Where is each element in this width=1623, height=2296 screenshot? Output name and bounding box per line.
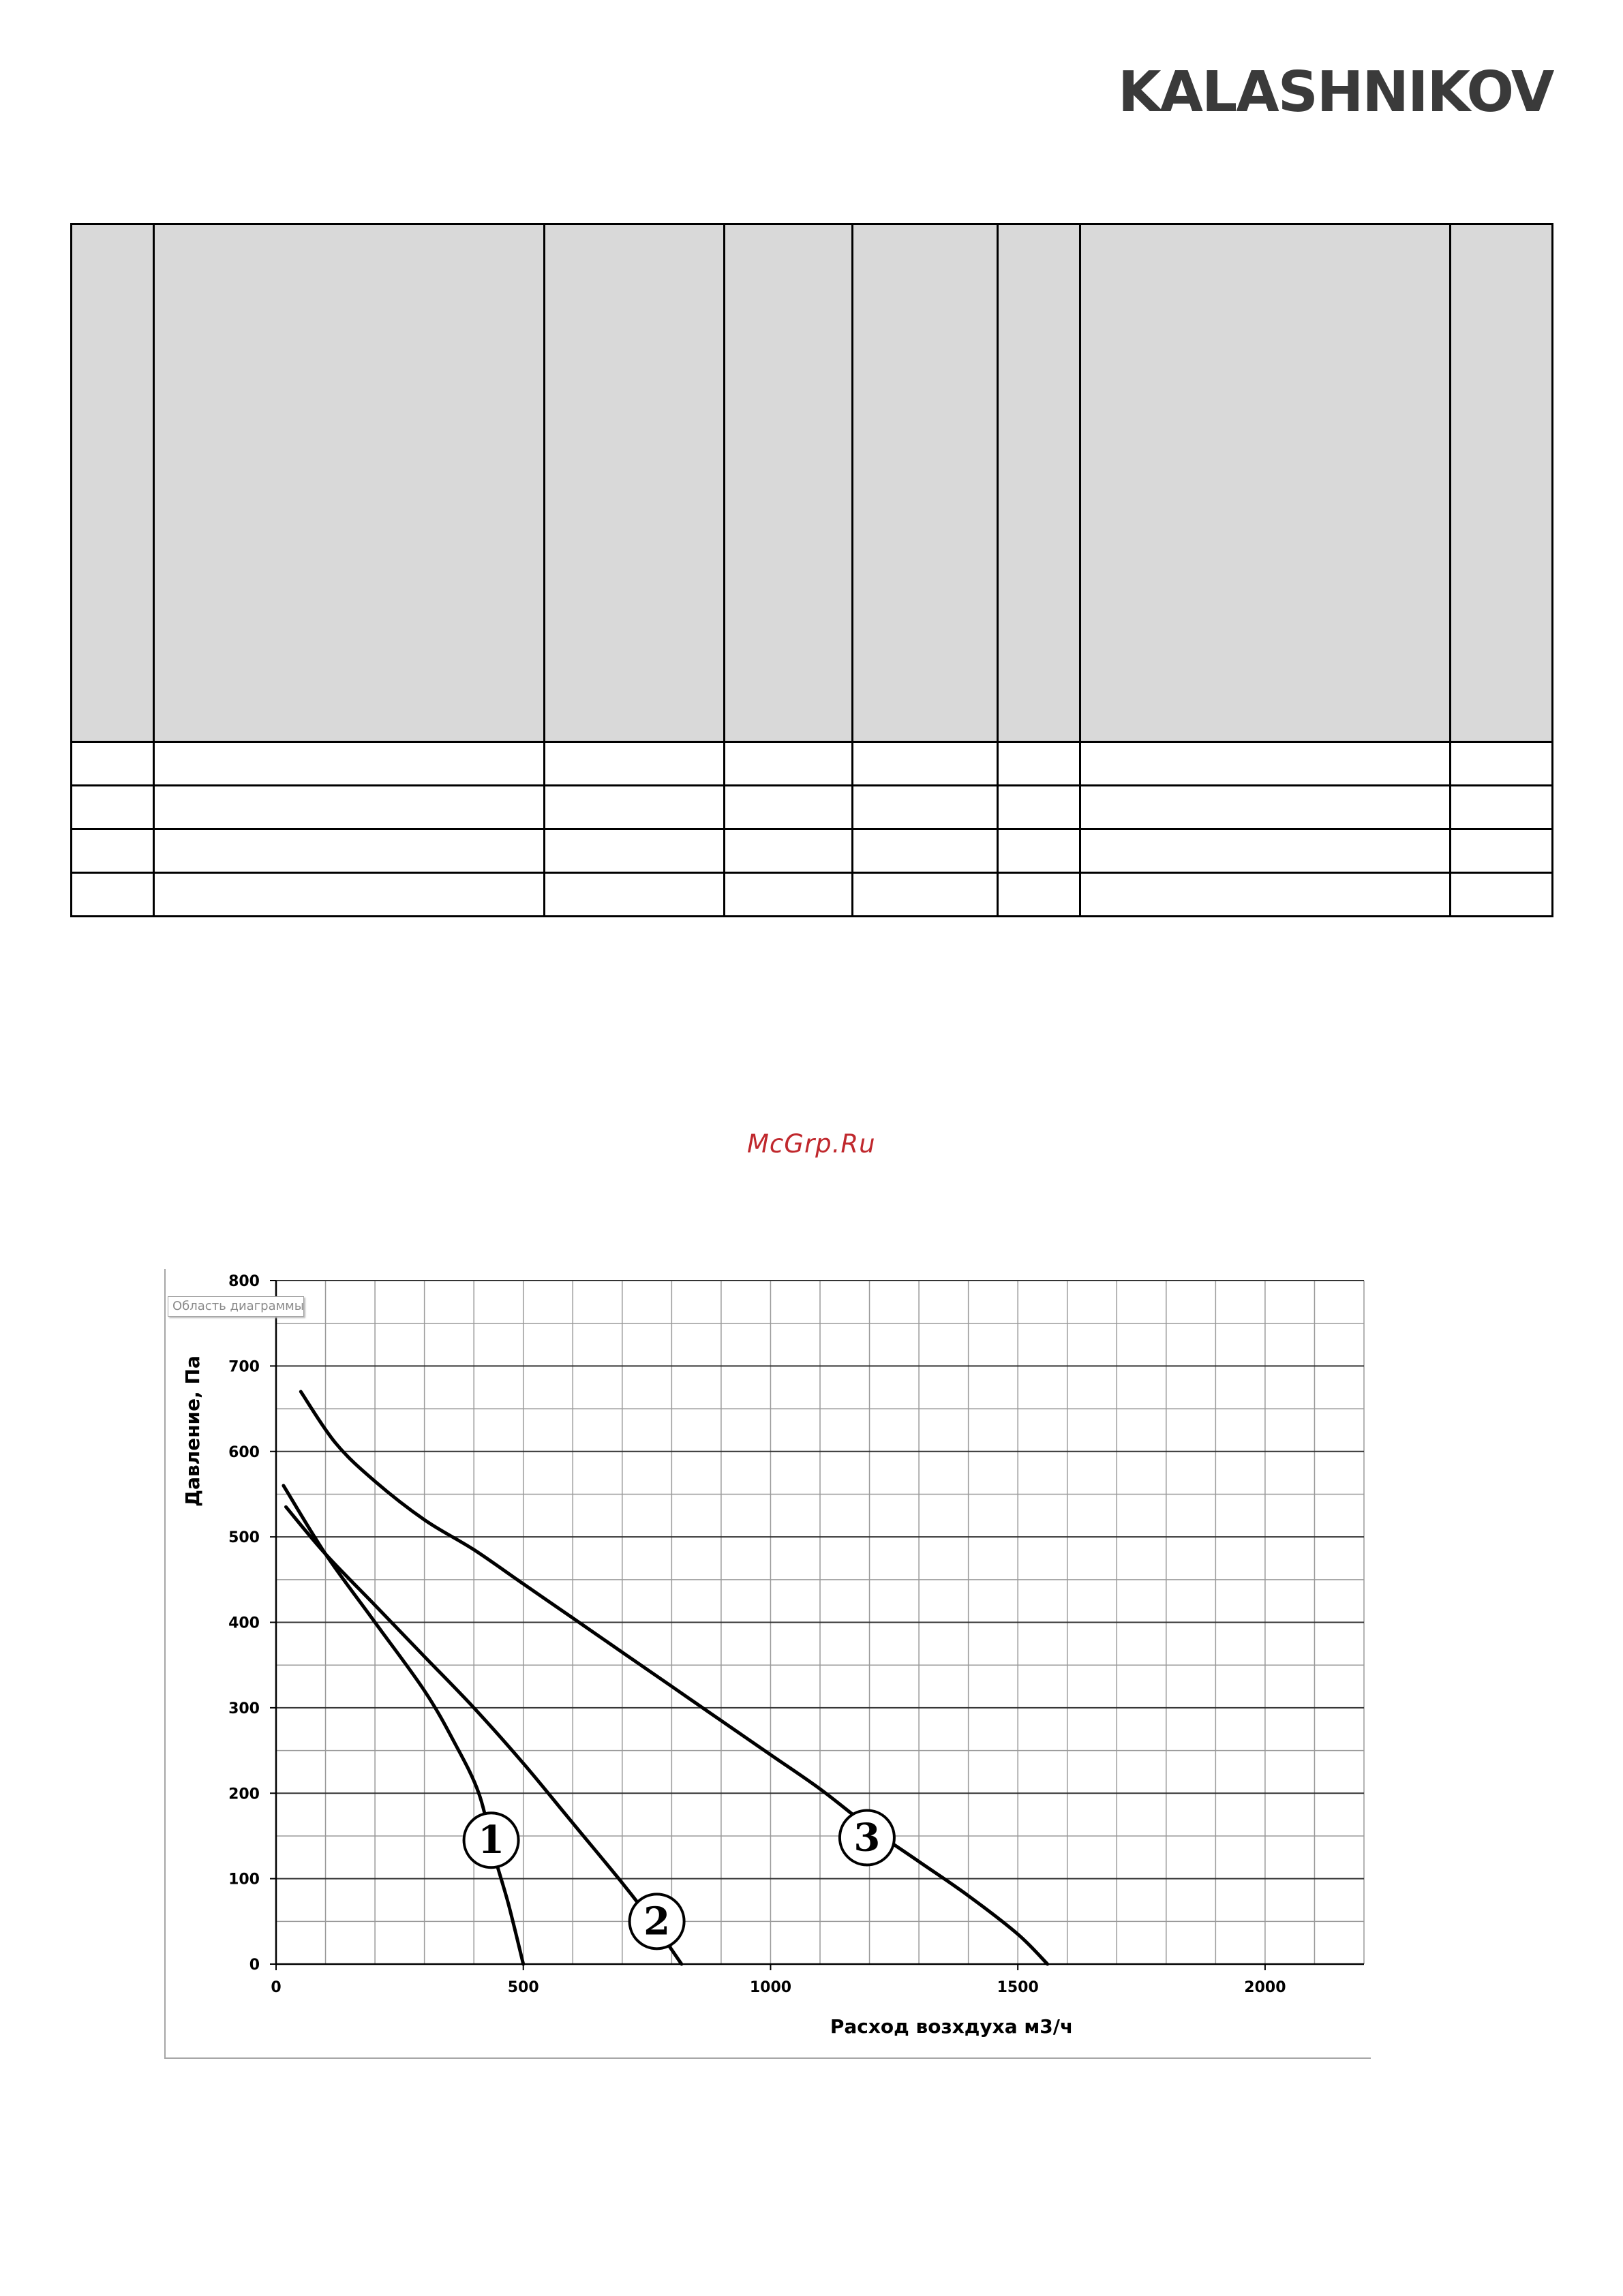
y-tick-label: 100 — [228, 1871, 260, 1888]
watermark-link[interactable]: McGrp.Ru — [747, 1129, 876, 1159]
x-axis-title: Расход возхдуха м3/ч — [830, 2015, 1074, 2038]
x-tick-label: 1000 — [749, 1979, 792, 1996]
x-tick-label: 2000 — [1244, 1979, 1286, 1996]
y-tick-label: 300 — [228, 1700, 260, 1717]
y-tick-label: 200 — [228, 1786, 260, 1803]
y-tick-label: 800 — [228, 1273, 260, 1290]
y-tick-label: 400 — [228, 1614, 260, 1632]
x-tick-label: 1500 — [997, 1979, 1039, 1996]
brand-logo: KALASHNIKOV — [1118, 60, 1553, 125]
y-axis-title: Давление, Па — [181, 1356, 204, 1507]
y-tick-label: 0 — [249, 1957, 260, 1974]
x-tick-label: 500 — [507, 1979, 539, 1996]
series-callout-label: 3 — [853, 1815, 881, 1861]
y-tick-label: 600 — [228, 1443, 260, 1461]
y-tick-label: 500 — [228, 1529, 260, 1547]
chart-area-tooltip: Область диаграммы — [168, 1296, 304, 1317]
x-tick-label: 0 — [271, 1979, 282, 1996]
series-callout-label: 2 — [643, 1899, 671, 1944]
series-callout-label: 1 — [478, 1818, 505, 1863]
y-tick-label: 700 — [228, 1358, 260, 1376]
